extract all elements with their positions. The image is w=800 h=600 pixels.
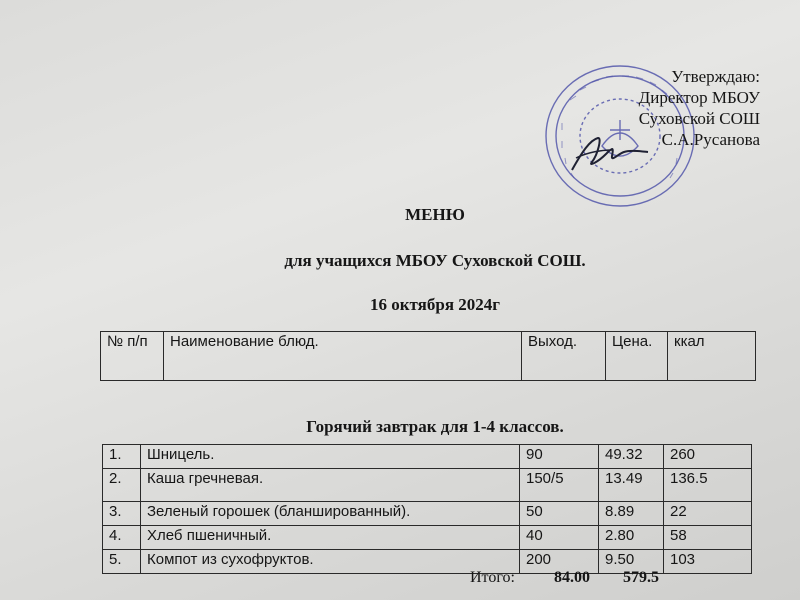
item-output: 150/5: [520, 469, 599, 502]
item-num: 1.: [103, 445, 141, 469]
col-output-header: Выход.: [522, 332, 606, 381]
menu-date: 16 октября 2024г: [370, 295, 500, 314]
item-kcal: 136.5: [664, 469, 752, 502]
item-name: Каша гречневая.: [141, 469, 520, 502]
item-num: 5.: [103, 550, 141, 574]
totals-label: Итого:: [470, 569, 515, 586]
table-row: [103, 445, 752, 469]
col-kcal-header: ккал: [668, 332, 756, 381]
item-num: 4.: [103, 526, 141, 550]
approval-director-name: С.А.Русанова: [661, 130, 760, 149]
item-kcal: 103: [664, 550, 752, 574]
totals-price: 84.00: [554, 569, 590, 586]
table-row: [103, 526, 752, 550]
totals-kcal: 579.5: [623, 569, 659, 586]
page-subtitle: для учащихся МБОУ Суховской СОШ.: [284, 251, 586, 270]
item-price: 8.89: [599, 502, 664, 526]
approval-school: Суховской СОШ: [638, 109, 760, 128]
item-output: 90: [520, 445, 599, 469]
item-kcal: 58: [664, 526, 752, 550]
page-title: МЕНЮ: [405, 205, 465, 224]
item-kcal: 260: [664, 445, 752, 469]
item-num: 2.: [103, 469, 141, 502]
item-output: 50: [520, 502, 599, 526]
approval-position: Директор МБОУ: [638, 88, 760, 107]
item-price: 49.32: [599, 445, 664, 469]
col-num-header: № п/п: [101, 332, 164, 381]
menu-items-table: [102, 444, 752, 574]
section-title: Горячий завтрак для 1-4 классов.: [306, 417, 564, 436]
col-price-header: Цена.: [606, 332, 668, 381]
table-row: [103, 469, 752, 502]
item-num: 3.: [103, 502, 141, 526]
approval-line: Утверждаю:: [671, 67, 760, 86]
item-name: Хлеб пшеничный.: [141, 526, 520, 550]
column-header-table: [100, 331, 756, 381]
item-output: 40: [520, 526, 599, 550]
header-row: [101, 332, 756, 381]
approval-block: [600, 66, 760, 150]
table-row: [103, 502, 752, 526]
col-name-header: Наименование блюд.: [164, 332, 522, 381]
item-name: Шницель.: [141, 445, 520, 469]
item-output: 200: [520, 550, 599, 574]
item-kcal: 22: [664, 502, 752, 526]
item-name: Зеленый горошек (бланшированный).: [141, 502, 520, 526]
item-name: Компот из сухофруктов.: [141, 550, 520, 574]
item-price: 13.49: [599, 469, 664, 502]
item-price: 9.50: [599, 550, 664, 574]
item-price: 2.80: [599, 526, 664, 550]
